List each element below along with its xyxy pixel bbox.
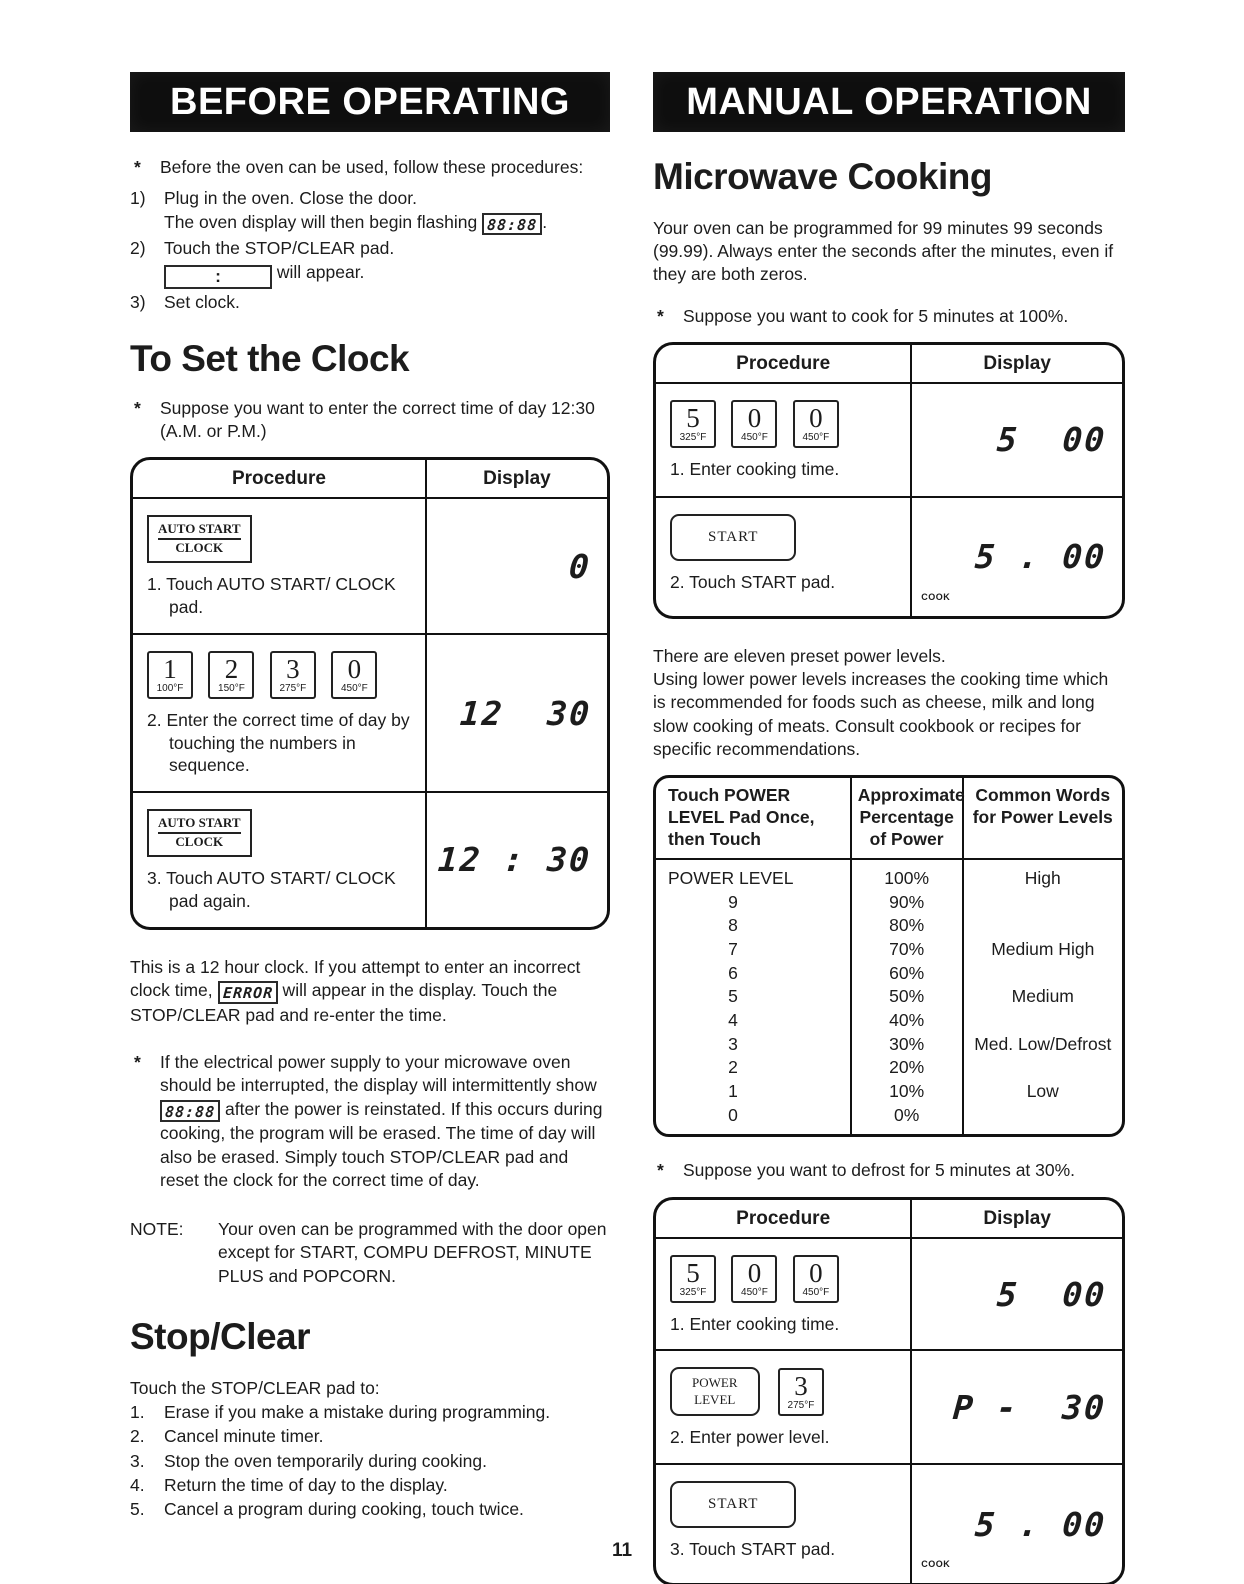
note-paragraph (130, 1218, 610, 1288)
table-row (133, 635, 607, 793)
suppose-text: Suppose you want to defrost for 5 minutes at 30%. (683, 1160, 1076, 1181)
number-pad-2: 2 150°F (208, 651, 254, 699)
bullet-asterisk: * (134, 397, 141, 418)
column-header-words: Common Words for Power Levels (964, 778, 1122, 860)
procedure-cell (133, 793, 427, 927)
display-cell (912, 1465, 1122, 1583)
percentage-cell: 50% (852, 985, 964, 1009)
cooking-paragraph: Your oven can be programmed for 99 minutes 99 seconds (99.99). Always enter the seconds after the minutes, even if they are both zeros. (653, 217, 1114, 285)
procedure-cell (656, 384, 912, 496)
stop-clear-list (130, 1377, 610, 1522)
word-cell: High (1024, 867, 1061, 888)
step-line: Touch the STOP/CLEAR pad. (164, 238, 395, 259)
percentage-cell: 70% (852, 938, 964, 962)
clock-procedure-table (130, 457, 610, 930)
setup-step-2 (130, 237, 610, 288)
auto-start-clock-pad: AUTO START CLOCK (147, 809, 252, 857)
table-row (133, 499, 607, 635)
table-row (656, 498, 1122, 616)
percentage-cell: 100% (852, 860, 964, 891)
column-header-pad: Touch POWER LEVEL Pad Once, then Touch (656, 778, 852, 860)
suppose-clock-bullet (130, 397, 610, 444)
word-cell (964, 1009, 1122, 1033)
step-caption: 3. Touch AUTO START/ CLOCK pad again. (147, 868, 396, 912)
seven-segment-readout: 0 (567, 546, 593, 586)
number-pad-0: 0 450°F (731, 1255, 777, 1303)
display-cell (427, 635, 607, 791)
word-cell (964, 891, 1122, 915)
note-text: Your oven can be programmed with the door open except for START, COMPU DEFROST, MINUTE PLUS and POPCORN. (218, 1219, 607, 1286)
word-cell (964, 1056, 1122, 1080)
pad-cell: 6 (656, 962, 852, 986)
pad-cell: POWER LEVEL (656, 860, 852, 891)
number-pad-5: 5 325°F (670, 400, 716, 448)
step-line: Set clock. (164, 291, 240, 312)
levels-paragraph-2: Using lower power levels increases the cooking time which is recommended for foods such as cheese, milk and long slow cooking of meats. Consult cookbook or recipes for specific recommendations. (653, 669, 1109, 759)
table-header-row (133, 460, 607, 499)
intro-text: Before the oven can be used, follow these procedures: (160, 157, 584, 177)
step-caption: 3. Touch START pad. (670, 1539, 836, 1560)
word-cell: Medium (1011, 986, 1074, 1007)
number-pad-0: 0 450°F (731, 400, 777, 448)
suppose-text: Suppose you want to cook for 5 minutes at 100%. (683, 305, 1069, 326)
suppose-text: Suppose you want to enter the correct time of day 12:30 (A.M. or P.M.) (160, 397, 595, 441)
right-column (653, 72, 1125, 1584)
number-pad-0: 0 450°F (331, 651, 377, 699)
step-caption: 2. Touch START pad. (670, 571, 836, 592)
levels-paragraph-1: There are eleven preset power levels. (653, 645, 946, 666)
defrost-procedure-table (653, 1197, 1125, 1584)
step-line: . (542, 211, 548, 232)
left-column (130, 72, 610, 1521)
pad-cell: 7 (656, 938, 852, 962)
step-caption: 1. Touch AUTO START/ CLOCK pad. (147, 574, 396, 618)
step-text (164, 237, 610, 288)
bullet-asterisk: * (657, 1160, 664, 1181)
procedure-cell (656, 1351, 912, 1463)
banner-title: BEFORE OPERATING (170, 80, 570, 123)
start-pad: START (670, 514, 796, 561)
step-caption: 1. Enter cooking time. (670, 458, 840, 479)
display-box-8888: 88:88 (160, 1100, 220, 1123)
display-cell (912, 1351, 1122, 1463)
step-text (164, 187, 610, 235)
setup-step-3 (130, 291, 610, 314)
procedure-cell (656, 498, 912, 616)
power-level-pad: POWER LEVEL (670, 1367, 760, 1416)
display-box-colon: : (164, 265, 272, 289)
word-cell: Medium High (991, 938, 1095, 959)
heading-stop-clear: Stop/Clear (130, 1315, 311, 1357)
table-row (133, 793, 607, 927)
step-number: 3) (130, 291, 146, 312)
word-cell (964, 962, 1122, 986)
seven-segment-readout: 12 30 (458, 693, 593, 733)
start-pad: START (670, 1481, 796, 1528)
procedure-cell (656, 1465, 912, 1583)
pad-cell: 4 (656, 1009, 852, 1033)
seven-segment-readout: 5 . 00 (973, 537, 1108, 577)
display-box-8888: 88:88 (482, 213, 542, 236)
step-caption: 2. Enter the correct time of day by touching the numbers in sequence. (147, 709, 410, 776)
intro-bullet (130, 156, 610, 179)
seven-segment-readout: 12 : 30 (436, 840, 593, 880)
step-number: 2) (130, 238, 146, 259)
number-pad-0: 0 450°F (793, 1255, 839, 1303)
bullet-asterisk: * (657, 305, 664, 326)
column-header-procedure: Procedure (656, 345, 912, 382)
clock-note-paragraph: This is a 12 hour clock. If you attempt to enter an incorrect clock time, ERROR will appear in the display. Touch the STOP/CLEAR pad and re-enter the time. (130, 956, 581, 1025)
display-cell (912, 498, 1122, 616)
auto-start-clock-pad: AUTO START CLOCK (147, 515, 252, 563)
percentage-cell: 40% (852, 1009, 964, 1033)
percentage-cell: 30% (852, 1033, 964, 1057)
number-pad-3: 3 275°F (270, 651, 316, 699)
number-pad-1: 1 100°F (147, 651, 193, 699)
table-header-row (656, 345, 1122, 384)
seven-segment-readout: P - 30 (951, 1387, 1108, 1427)
list-item: 1. Erase if you make a mistake during programming. (130, 1402, 551, 1423)
pad-cell: 5 (656, 985, 852, 1009)
power-level-table (653, 775, 1125, 1137)
percentage-cell: 80% (852, 914, 964, 938)
seven-segment-readout: 5 . 00 (973, 1504, 1108, 1544)
word-cell: Med. Low/Defrost (974, 1033, 1112, 1054)
procedure-cell (656, 1239, 912, 1350)
pad-cell: 8 (656, 914, 852, 938)
setup-steps (130, 187, 610, 314)
pad-cell: 3 (656, 1033, 852, 1057)
list-item: 2. Cancel minute timer. (130, 1426, 324, 1447)
word-cell (964, 914, 1122, 938)
power-interruption-text: If the electrical power supply to your microwave oven should be interrupted, the display will intermittently show 88:88 after the power is reinstated. If this occurs during cooking, the program will be erased. The time of day will also be erased. Simply touch STOP/CLEAR pad and reset the clock for the correct time of day. (160, 1052, 603, 1190)
pad-cell: 0 (656, 1104, 852, 1135)
table-row (656, 1465, 1122, 1583)
display-cell (912, 1239, 1122, 1350)
word-cell (964, 1104, 1122, 1135)
cook-indicator: COOK (921, 591, 951, 602)
setup-step-1 (130, 187, 610, 235)
power-level-body (656, 860, 1122, 1135)
step-caption: 2. Enter power level. (670, 1426, 830, 1447)
step-caption: 1. Enter cooking time. (670, 1313, 840, 1334)
percentage-cell: 10% (852, 1080, 964, 1104)
power-interruption-bullet (130, 1051, 610, 1192)
section-banner-manual-operation (653, 72, 1125, 132)
procedure-cell (133, 635, 427, 791)
column-header-display: Display (983, 352, 1051, 374)
heading-microwave-cooking: Microwave Cooking (653, 156, 992, 197)
stop-clear-intro: Touch the STOP/CLEAR pad to: (130, 1377, 380, 1398)
column-header-percentage: Approximate Percentage of Power (852, 778, 964, 860)
display-cell (912, 384, 1122, 496)
display-cell (427, 793, 607, 927)
column-header-procedure: Procedure (656, 1200, 912, 1237)
step-line: Plug in the oven. Close the door. (164, 188, 417, 209)
procedure-cell (133, 499, 427, 633)
table-row (656, 1351, 1122, 1465)
column-header-display: Display (983, 1207, 1051, 1229)
display-box-error: ERROR (218, 981, 278, 1004)
seven-segment-readout: 5 00 (995, 420, 1108, 460)
list-item: 5. Cancel a program during cooking, touch twice. (130, 1499, 524, 1520)
page-number: 11 (611, 1540, 633, 1561)
step-line: will appear. (272, 261, 365, 282)
pad-cell: 9 (656, 891, 852, 915)
word-cell: Low (1026, 1081, 1059, 1102)
display-cell (427, 499, 607, 633)
column-header-display: Display (483, 468, 551, 490)
power-level-header (656, 778, 1122, 860)
bullet-asterisk: * (134, 157, 141, 177)
suppose-defrost-bullet (653, 1159, 1125, 1182)
cook-procedure-table (653, 342, 1125, 619)
pad-cell: 2 (656, 1056, 852, 1080)
cook-indicator: COOK (921, 1559, 951, 1570)
number-pad-0: 0 450°F (793, 400, 839, 448)
heading-to-set-the-clock: To Set the Clock (130, 337, 410, 379)
number-pad-3: 3 275°F (778, 1368, 824, 1416)
step-number: 1) (130, 188, 146, 209)
percentage-cell: 0% (852, 1104, 964, 1135)
table-row (656, 1239, 1122, 1352)
percentage-cell: 60% (852, 962, 964, 986)
list-item: 3. Stop the oven temporarily during cooking. (130, 1450, 487, 1471)
note-label: NOTE: (130, 1219, 184, 1240)
suppose-cook-bullet (653, 305, 1125, 328)
bullet-asterisk: * (134, 1052, 141, 1073)
list-item: 4. Return the time of day to the display. (130, 1474, 448, 1495)
percentage-cell: 20% (852, 1056, 964, 1080)
step-line: The oven display will then begin flashing (164, 211, 483, 232)
pad-cell: 1 (656, 1080, 852, 1104)
column-header-procedure: Procedure (133, 460, 427, 497)
number-pad-5: 5 325°F (670, 1255, 716, 1303)
table-row (656, 384, 1122, 498)
table-header-row (656, 1200, 1122, 1239)
percentage-cell: 90% (852, 891, 964, 915)
banner-title: MANUAL OPERATION (686, 80, 1092, 123)
section-banner-before-operating (130, 72, 610, 132)
seven-segment-readout: 5 00 (995, 1274, 1108, 1314)
